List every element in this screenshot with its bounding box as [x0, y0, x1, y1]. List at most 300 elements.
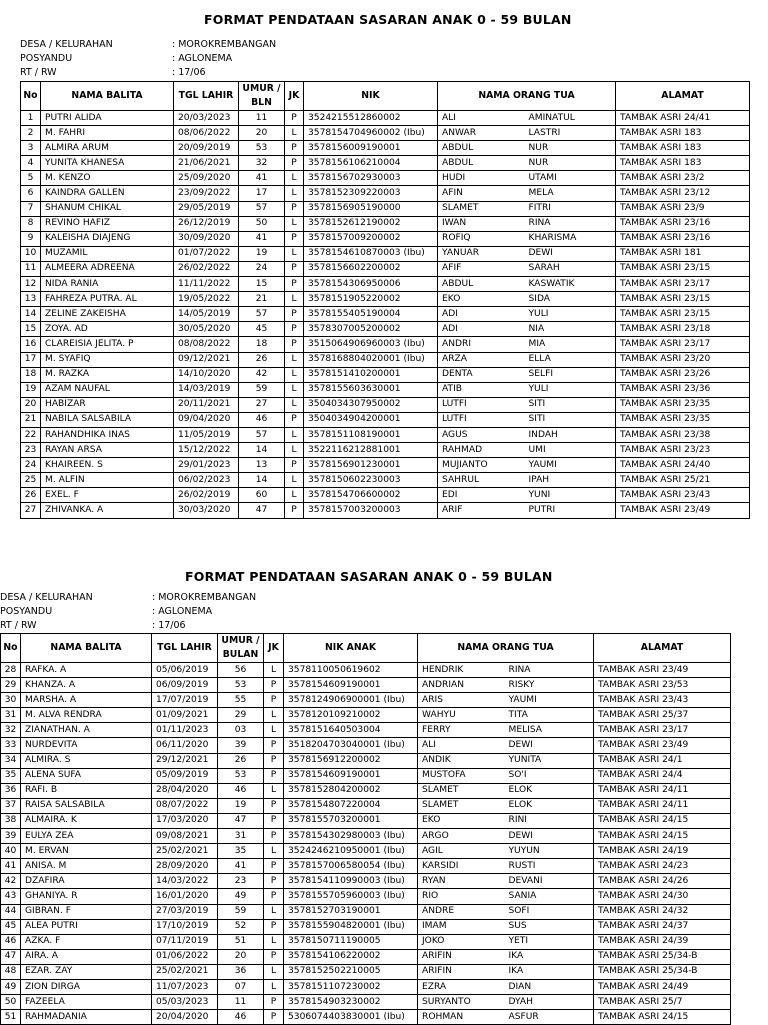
- cell-tgl-lahir: 21/06/2021: [174, 156, 239, 171]
- cell-nik: 3578156702930003: [304, 171, 438, 186]
- cell-tgl-lahir: 14/03/2022: [152, 874, 218, 889]
- cell-tgl-lahir: 17/07/2019: [152, 693, 218, 708]
- cell-alamat: TAMBAK ASRI 23/17: [616, 337, 750, 352]
- cell-no: 1: [21, 111, 41, 126]
- cell-tgl-lahir: 01/09/2021: [152, 708, 218, 723]
- cell-ibu: NUR: [525, 141, 616, 156]
- cell-ibu: RINI: [505, 813, 594, 828]
- cell-alamat: TAMBAK ASRI 23/15: [616, 261, 750, 276]
- cell-alamat: TAMBAK ASRI 23/15: [616, 292, 750, 307]
- cell-no: 25: [21, 473, 41, 488]
- cell-nama-balita: M. ERVAN: [21, 844, 152, 859]
- cell-tgl-lahir: 01/06/2022: [152, 949, 218, 964]
- cell-tgl-lahir: 11/07/2023: [152, 979, 218, 994]
- header-tgl-lahir: TGL LAHIR: [152, 634, 218, 663]
- table-row: [21, 156, 750, 171]
- cell-nik: 3524215512860002: [304, 111, 438, 126]
- cell-alamat: TAMBAK ASRI 24/39: [594, 934, 731, 949]
- header-no: No: [21, 82, 41, 111]
- table-row: [21, 261, 750, 276]
- cell-ayah: KARSIDI: [418, 859, 505, 874]
- cell-ibu: KHARISMA: [525, 231, 616, 246]
- cell-ayah: DENTA: [438, 367, 525, 382]
- cell-alamat: TAMBAK ASRI 23/18: [616, 322, 750, 337]
- cell-ibu: SOFI: [505, 904, 594, 919]
- table-row: [21, 367, 750, 382]
- table-row: [1, 768, 731, 783]
- cell-umur: 47: [218, 813, 264, 828]
- table-row: [21, 352, 750, 367]
- cell-ibu: DEVANI: [505, 874, 594, 889]
- cell-jk: L: [264, 964, 284, 979]
- cell-nama-balita: PUTRI ALIDA: [41, 111, 174, 126]
- cell-tgl-lahir: 26/02/2019: [174, 488, 239, 503]
- header-umur-line2: BLN: [251, 97, 272, 108]
- cell-alamat: TAMBAK ASRI 183: [616, 126, 750, 141]
- cell-nama-balita: ZELINE ZAKEISHA: [41, 307, 174, 322]
- table-row: [21, 126, 750, 141]
- cell-jk: L: [264, 723, 284, 738]
- cell-jk: L: [285, 216, 304, 231]
- table-row: [21, 307, 750, 322]
- cell-umur: 50: [239, 216, 285, 231]
- cell-ibu: MELISA: [505, 723, 594, 738]
- cell-ibu: DEWI: [525, 246, 616, 261]
- cell-nik: 3578156905190000: [304, 201, 438, 216]
- cell-ibu: SITI: [525, 397, 616, 412]
- cell-no: 21: [21, 412, 41, 427]
- cell-umur: 19: [239, 246, 285, 261]
- cell-alamat: TAMBAK ASRI 24/32: [594, 904, 731, 919]
- cell-nik: 3578155703200001: [284, 813, 418, 828]
- cell-ibu: SANIA: [505, 889, 594, 904]
- cell-nik: 3578154610870003 (Ibu): [304, 246, 438, 261]
- cell-ayah: IWAN: [438, 216, 525, 231]
- cell-no: 15: [21, 322, 41, 337]
- cell-nama-balita: FAHREZA PUTRA. AL: [41, 292, 174, 307]
- cell-alamat: TAMBAK ASRI 23/35: [616, 397, 750, 412]
- cell-nik: 3578124906900001 (Ibu): [284, 693, 418, 708]
- cell-nik: 3578156106210004: [304, 156, 438, 171]
- cell-no: 17: [21, 352, 41, 367]
- header-nama-orang-tua: NAMA ORANG TUA: [418, 634, 594, 663]
- header-alamat: ALAMAT: [616, 82, 750, 111]
- cell-alamat: TAMBAK ASRI 24/4: [594, 768, 731, 783]
- table-row: [1, 844, 731, 859]
- cell-jk: L: [285, 292, 304, 307]
- cell-alamat: TAMBAK ASRI 25/37: [594, 708, 731, 723]
- cell-tgl-lahir: 01/07/2022: [174, 246, 239, 261]
- cell-umur: 39: [218, 738, 264, 753]
- cell-jk: L: [264, 934, 284, 949]
- cell-jk: P: [264, 738, 284, 753]
- cell-ayah: ARGO: [418, 829, 505, 844]
- cell-no: 4: [21, 156, 41, 171]
- cell-alamat: TAMBAK ASRI 25/34-B: [594, 964, 731, 979]
- cell-tgl-lahir: 08/07/2022: [152, 798, 218, 813]
- cell-ayah: ROFIQ: [438, 231, 525, 246]
- cell-jk: L: [264, 904, 284, 919]
- cell-tgl-lahir: 09/08/2021: [152, 829, 218, 844]
- cell-alamat: TAMBAK ASRI 24/49: [594, 979, 731, 994]
- cell-no: 33: [1, 738, 21, 753]
- cell-nama-balita: RAFI. B: [21, 783, 152, 798]
- cell-jk: L: [285, 427, 304, 442]
- cell-no: 38: [1, 813, 21, 828]
- cell-nama-balita: KHAIREEN. S: [41, 458, 174, 473]
- cell-nik: 3578152309220003: [304, 186, 438, 201]
- cell-alamat: TAMBAK ASRI 24/15: [594, 813, 731, 828]
- meta-value-desa: : MOROKREMBANGAN: [152, 592, 257, 603]
- cell-ibu: IKA: [505, 964, 594, 979]
- cell-ibu: YULI: [525, 307, 616, 322]
- cell-alamat: TAMBAK ASRI 181: [616, 246, 750, 261]
- cell-ibu: PUTRI: [525, 503, 616, 518]
- cell-nama-balita: GHANIYA. R: [21, 889, 152, 904]
- cell-nama-balita: ZION DIRGA: [21, 979, 152, 994]
- cell-ayah: SURYANTO: [418, 995, 505, 1010]
- cell-jk: P: [285, 201, 304, 216]
- cell-nama-balita: ALMIRA ARUM: [41, 141, 174, 156]
- cell-no: 32: [1, 723, 21, 738]
- cell-umur: 46: [239, 412, 285, 427]
- cell-ayah: AGIL: [418, 844, 505, 859]
- cell-umur: 20: [239, 126, 285, 141]
- meta-value-desa: : MOROKREMBANGAN: [172, 39, 277, 50]
- cell-ibu: YAUMI: [505, 693, 594, 708]
- cell-no: 14: [21, 307, 41, 322]
- cell-ibu: IPAH: [525, 473, 616, 488]
- cell-nama-balita: GIBRAN. F: [21, 904, 152, 919]
- cell-jk: P: [285, 503, 304, 518]
- cell-nama-balita: M. ALVA RENDRA: [21, 708, 152, 723]
- cell-umur: 31: [218, 829, 264, 844]
- cell-umur: 18: [239, 337, 285, 352]
- cell-ayah: IMAM: [418, 919, 505, 934]
- cell-umur: 11: [218, 995, 264, 1010]
- cell-tgl-lahir: 14/03/2019: [174, 382, 239, 397]
- cell-no: 12: [21, 277, 41, 292]
- cell-ayah: HENDRIK: [418, 663, 505, 678]
- cell-nik: 3578152502210005: [284, 964, 418, 979]
- cell-tgl-lahir: 06/09/2019: [152, 678, 218, 693]
- table-row: [1, 813, 731, 828]
- cell-umur: 52: [218, 919, 264, 934]
- cell-ibu: RINA: [525, 216, 616, 231]
- cell-umur: 57: [239, 427, 285, 442]
- cell-nik: 3578154106220002: [284, 949, 418, 964]
- cell-ibu: MELA: [525, 186, 616, 201]
- cell-no: 30: [1, 693, 21, 708]
- cell-ayah: AGUS: [438, 427, 525, 442]
- cell-ayah: ADI: [438, 322, 525, 337]
- cell-ibu: YUYUN: [505, 844, 594, 859]
- cell-alamat: TAMBAK ASRI 23/20: [616, 352, 750, 367]
- cell-ayah: JOKO: [418, 934, 505, 949]
- cell-no: 27: [21, 503, 41, 518]
- cell-no: 50: [1, 995, 21, 1010]
- header-umur-line1: UMUR /: [221, 635, 260, 646]
- cell-tgl-lahir: 26/02/2022: [174, 261, 239, 276]
- cell-jk: P: [264, 798, 284, 813]
- cell-no: 51: [1, 1010, 21, 1025]
- cell-tgl-lahir: 26/12/2019: [174, 216, 239, 231]
- cell-no: 43: [1, 889, 21, 904]
- table-row: [1, 919, 731, 934]
- cell-tgl-lahir: 09/04/2020: [174, 412, 239, 427]
- header-alamat: ALAMAT: [594, 634, 731, 663]
- cell-jk: L: [285, 352, 304, 367]
- cell-ibu: FITRI: [525, 201, 616, 216]
- cell-no: 7: [21, 201, 41, 216]
- cell-tgl-lahir: 07/11/2019: [152, 934, 218, 949]
- header-umur-line2: BULAN: [222, 649, 259, 660]
- cell-jk: P: [285, 307, 304, 322]
- cell-alamat: TAMBAK ASRI 183: [616, 141, 750, 156]
- cell-tgl-lahir: 06/02/2023: [174, 473, 239, 488]
- cell-nama-balita: RAYAN ARSA: [41, 443, 174, 458]
- cell-umur: 15: [239, 277, 285, 292]
- cell-no: 36: [1, 783, 21, 798]
- cell-alamat: TAMBAK ASRI 23/2: [616, 171, 750, 186]
- cell-nama-balita: EXEL. F: [41, 488, 174, 503]
- cell-nama-balita: AIRA. A: [21, 949, 152, 964]
- cell-umur: 53: [239, 141, 285, 156]
- cell-umur: 60: [239, 488, 285, 503]
- cell-tgl-lahir: 09/12/2021: [174, 352, 239, 367]
- cell-ayah: MUSTOFA: [418, 768, 505, 783]
- table-row: [1, 663, 731, 678]
- cell-alamat: TAMBAK ASRI 23/49: [594, 738, 731, 753]
- cell-nik: 3578157003200003: [304, 503, 438, 518]
- header-no: No: [1, 634, 21, 663]
- cell-jk: L: [285, 246, 304, 261]
- cell-no: 2: [21, 126, 41, 141]
- cell-nama-balita: MARSHA. A: [21, 693, 152, 708]
- cell-umur: 14: [239, 443, 285, 458]
- cell-alamat: TAMBAK ASRI 24/19: [594, 844, 731, 859]
- table-row: [21, 277, 750, 292]
- header-umur-line1: UMUR /: [242, 83, 281, 94]
- header-nik: NIK: [304, 82, 438, 111]
- table-row: [21, 111, 750, 126]
- cell-ayah: ABDUL: [438, 156, 525, 171]
- cell-ayah: ARIF: [438, 503, 525, 518]
- cell-alamat: TAMBAK ASRI 23/35: [616, 412, 750, 427]
- cell-ayah: ARIFIN: [418, 949, 505, 964]
- header-tgl-lahir: TGL LAHIR: [174, 82, 239, 111]
- table-row: [1, 889, 731, 904]
- cell-tgl-lahir: 16/01/2020: [152, 889, 218, 904]
- cell-umur: 41: [239, 231, 285, 246]
- cell-umur: 56: [218, 663, 264, 678]
- cell-ayah: ALI: [438, 111, 525, 126]
- cell-nama-balita: YUNITA KHANESA: [41, 156, 174, 171]
- cell-jk: P: [264, 949, 284, 964]
- cell-nama-balita: SHANUM CHIKAL: [41, 201, 174, 216]
- cell-nik: 3504034307950002: [304, 397, 438, 412]
- cell-ayah: ADI: [438, 307, 525, 322]
- cell-tgl-lahir: 28/04/2020: [152, 783, 218, 798]
- cell-jk: P: [285, 412, 304, 427]
- cell-nik: 3578151108190001: [304, 427, 438, 442]
- cell-no: 20: [21, 397, 41, 412]
- cell-nik: 3578152804200002: [284, 783, 418, 798]
- cell-alamat: TAMBAK ASRI 23/15: [616, 307, 750, 322]
- cell-ayah: ANDRI: [438, 337, 525, 352]
- section2-table: [0, 633, 731, 1025]
- cell-nik: 3578156009190001: [304, 141, 438, 156]
- meta-label-posyandu: POSYANDU: [0, 606, 53, 617]
- cell-ayah: EZRA: [418, 979, 505, 994]
- section2-table-body: [1, 663, 731, 1025]
- header-nama-balita: NAMA BALITA: [41, 82, 174, 111]
- table-row: [1, 798, 731, 813]
- cell-umur: 29: [218, 708, 264, 723]
- cell-ibu: DEWI: [505, 829, 594, 844]
- cell-jk: L: [285, 186, 304, 201]
- cell-jk: P: [264, 693, 284, 708]
- cell-jk: P: [285, 156, 304, 171]
- cell-alamat: TAMBAK ASRI 24/23: [594, 859, 731, 874]
- cell-alamat: TAMBAK ASRI 23/16: [616, 231, 750, 246]
- cell-tgl-lahir: 14/10/2020: [174, 367, 239, 382]
- cell-ibu: RUSTI: [505, 859, 594, 874]
- table-row: [21, 397, 750, 412]
- cell-nik: 3518204703040001 (Ibu): [284, 738, 418, 753]
- cell-ibu: SITI: [525, 412, 616, 427]
- cell-no: 6: [21, 186, 41, 201]
- cell-nik: 3578155405190004: [304, 307, 438, 322]
- table-row: [21, 337, 750, 352]
- cell-tgl-lahir: 05/03/2023: [152, 995, 218, 1010]
- cell-nik: 3578151640503004: [284, 723, 418, 738]
- cell-jk: P: [264, 768, 284, 783]
- cell-tgl-lahir: 11/05/2019: [174, 427, 239, 442]
- cell-ibu: KASWATIK: [525, 277, 616, 292]
- cell-nik: 3578150602230003: [304, 473, 438, 488]
- cell-alamat: TAMBAK ASRI 25/21: [616, 473, 750, 488]
- cell-ibu: YETI: [505, 934, 594, 949]
- cell-tgl-lahir: 19/05/2022: [174, 292, 239, 307]
- cell-tgl-lahir: 08/06/2022: [174, 126, 239, 141]
- cell-alamat: TAMBAK ASRI 23/16: [616, 216, 750, 231]
- table-row: [21, 231, 750, 246]
- cell-tgl-lahir: 15/12/2022: [174, 443, 239, 458]
- cell-nik: 3578156901230001: [304, 458, 438, 473]
- cell-nama-balita: AZAM NAUFAL: [41, 382, 174, 397]
- cell-ibu: TITA: [505, 708, 594, 723]
- cell-ibu: MIA: [525, 337, 616, 352]
- cell-umur: 32: [239, 156, 285, 171]
- cell-alamat: TAMBAK ASRI 23/53: [594, 678, 731, 693]
- cell-jk: L: [264, 979, 284, 994]
- cell-ibu: DIAN: [505, 979, 594, 994]
- cell-alamat: TAMBAK ASRI 24/37: [594, 919, 731, 934]
- cell-ayah: ABDUL: [438, 277, 525, 292]
- cell-nama-balita: REVINO HAFIZ: [41, 216, 174, 231]
- cell-no: 8: [21, 216, 41, 231]
- cell-umur: 27: [239, 397, 285, 412]
- cell-umur: 19: [218, 798, 264, 813]
- cell-tgl-lahir: 29/01/2023: [174, 458, 239, 473]
- cell-alamat: TAMBAK ASRI 24/40: [616, 458, 750, 473]
- cell-no: 39: [1, 829, 21, 844]
- table-row: [1, 738, 731, 753]
- cell-jk: P: [264, 829, 284, 844]
- cell-nama-balita: DZAFIRA: [21, 874, 152, 889]
- cell-jk: P: [285, 231, 304, 246]
- meta-label-rtrw: RT / RW: [0, 620, 37, 631]
- meta-label-desa: DESA / KELURAHAN: [0, 592, 93, 603]
- cell-umur: 57: [239, 307, 285, 322]
- cell-jk: L: [285, 126, 304, 141]
- cell-nik: 3524246210950001 (Ibu): [284, 844, 418, 859]
- cell-ibu: NIA: [525, 322, 616, 337]
- cell-tgl-lahir: 20/09/2019: [174, 141, 239, 156]
- cell-umur: 42: [239, 367, 285, 382]
- cell-umur: 23: [218, 874, 264, 889]
- cell-ayah: SLAMET: [418, 783, 505, 798]
- cell-umur: 20: [218, 949, 264, 964]
- cell-no: 44: [1, 904, 21, 919]
- cell-nama-balita: KHANZA. A: [21, 678, 152, 693]
- cell-jk: P: [264, 859, 284, 874]
- cell-ayah: ATIB: [438, 382, 525, 397]
- cell-alamat: TAMBAK ASRI 23/12: [616, 186, 750, 201]
- cell-nama-balita: ZIANATHAN. A: [21, 723, 152, 738]
- header-nama-balita: NAMA BALITA: [21, 634, 152, 663]
- cell-tgl-lahir: 05/09/2019: [152, 768, 218, 783]
- cell-no: 9: [21, 231, 41, 246]
- section1-title: FORMAT PENDATAAN SASARAN ANAK 0 - 59 BULAN: [204, 12, 572, 27]
- cell-nik: 3578154903230002: [284, 995, 418, 1010]
- cell-no: 42: [1, 874, 21, 889]
- cell-umur: 41: [218, 859, 264, 874]
- cell-nik: 3578155904820001 (Ibu): [284, 919, 418, 934]
- cell-jk: P: [264, 1010, 284, 1025]
- cell-nik: 3578154609190001: [284, 768, 418, 783]
- cell-ibu: UTAMI: [525, 171, 616, 186]
- cell-nama-balita: M. ALFIN: [41, 473, 174, 488]
- cell-ibu: LASTRI: [525, 126, 616, 141]
- cell-no: 49: [1, 979, 21, 994]
- cell-nik: 3578307005200002: [304, 322, 438, 337]
- cell-nik: 5306074403830001 (Ibu): [284, 1010, 418, 1025]
- cell-umur: 11: [239, 111, 285, 126]
- cell-umur: 07: [218, 979, 264, 994]
- cell-no: 16: [21, 337, 41, 352]
- cell-nik: 3578154807220004: [284, 798, 418, 813]
- cell-jk: L: [264, 844, 284, 859]
- cell-nama-balita: EULYA ZEA: [21, 829, 152, 844]
- cell-umur: 49: [218, 889, 264, 904]
- cell-ayah: RIO: [418, 889, 505, 904]
- cell-alamat: TAMBAK ASRI 23/9: [616, 201, 750, 216]
- meta-value-posyandu: : AGLONEMA: [152, 606, 213, 617]
- cell-umur: 41: [239, 171, 285, 186]
- cell-alamat: TAMBAK ASRI 24/30: [594, 889, 731, 904]
- cell-no: 31: [1, 708, 21, 723]
- cell-alamat: TAMBAK ASRI 24/11: [594, 798, 731, 813]
- cell-no: 3: [21, 141, 41, 156]
- cell-ibu: YUNITA: [505, 753, 594, 768]
- cell-alamat: TAMBAK ASRI 23/26: [616, 367, 750, 382]
- cell-nik: 3578151107230002: [284, 979, 418, 994]
- meta-label-posyandu: POSYANDU: [20, 53, 73, 64]
- cell-jk: P: [264, 874, 284, 889]
- section2-title: FORMAT PENDATAAN SASARAN ANAK 0 - 59 BULAN: [185, 569, 553, 584]
